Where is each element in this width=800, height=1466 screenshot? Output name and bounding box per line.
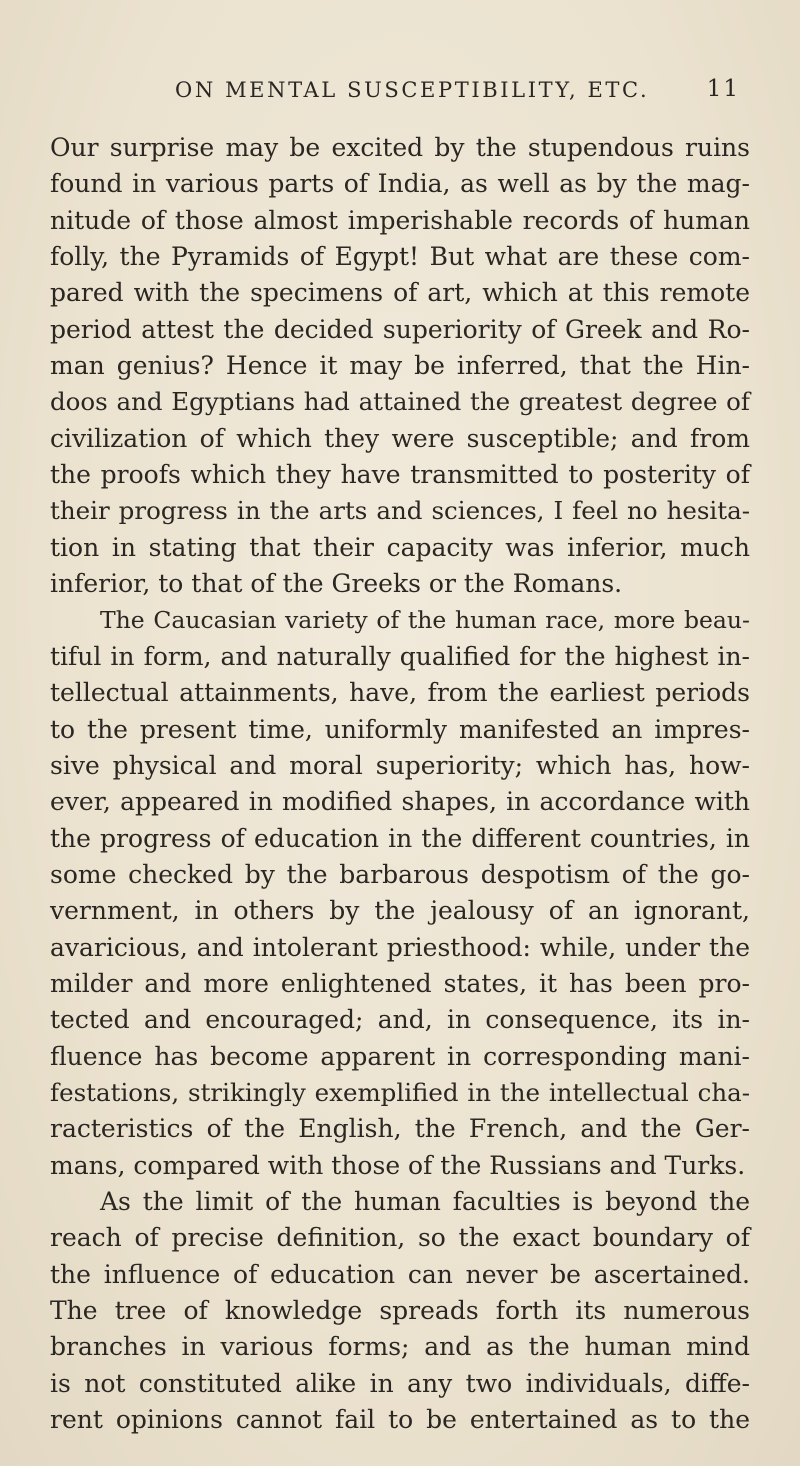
paragraph-1 xyxy=(50,130,750,602)
text-line: milder and more enlightened states, it has been pro- xyxy=(50,968,750,998)
text-line: their progress in the arts and sciences, I feel no hesita- xyxy=(50,496,750,526)
text-line: ever, appeared in modified shapes, in accordance with xyxy=(50,787,750,817)
text-line: tellectual attainments, have, from the earliest periods xyxy=(50,678,750,708)
text-line: inferior, to that of the Greeks or the Romans. xyxy=(50,569,623,599)
text-line: reach of precise definition, so the exact boundary of xyxy=(50,1223,750,1253)
text-line: racteristics of the English, the French, and the Ger- xyxy=(50,1114,750,1144)
text-line: fluence has become apparent in corresponding mani- xyxy=(50,1041,750,1071)
text-line: folly, the Pyramids of Egypt! But what are these com- xyxy=(50,242,750,272)
text-line: to the present time, uniformly manifested an impres- xyxy=(50,714,750,744)
text-line: mans, compared with those of the Russians and Turks. xyxy=(50,1150,746,1180)
text-line: rent opinions cannot fail to be entertained as to the xyxy=(50,1405,750,1435)
text-line: sive physical and moral superiority; which has, how- xyxy=(50,750,750,780)
text-line: man genius? Hence it may be inferred, that the Hin- xyxy=(50,351,750,381)
body-text xyxy=(50,130,750,1438)
text-line: the progress of education in the different countries, in xyxy=(50,823,750,853)
text-line: found in various parts of India, as well as by the mag- xyxy=(50,169,750,199)
text-line: The Caucasian variety of the human race, more beau- xyxy=(100,606,750,635)
text-line: tected and encouraged; and, in consequence, its in- xyxy=(50,1005,750,1035)
text-line: avaricious, and intolerant priesthood: while, under the xyxy=(50,932,750,962)
text-line: festations, strikingly exemplified in the intellectual cha- xyxy=(50,1077,750,1107)
text-line: vernment, in others by the jealousy of an ignorant, xyxy=(50,896,750,926)
text-line: doos and Egyptians had attained the greatest degree of xyxy=(50,387,750,417)
page-header xyxy=(110,74,740,114)
text-line: Our surprise may be excited by the stupendous ruins xyxy=(50,133,750,162)
paragraph-2 xyxy=(50,602,750,1184)
text-line: some checked by the barbarous despotism of the go- xyxy=(50,859,750,889)
running-head: ON MENTAL SUSCEPTIBILITY, ETC. xyxy=(175,78,650,102)
text-line: tiful in form, and naturally qualified for the highest in- xyxy=(50,641,750,671)
text-line: As the limit of the human faculties is beyond the xyxy=(100,1186,750,1216)
text-line: The tree of knowledge spreads forth its numerous xyxy=(50,1296,750,1325)
text-line: the influence of education can never be ascertained. xyxy=(50,1259,750,1289)
text-line: the proofs which they have transmitted to posterity of xyxy=(50,460,750,490)
text-line: tion in stating that their capacity was inferior, much xyxy=(50,532,750,562)
text-line: civilization of which they were susceptible; and from xyxy=(50,423,750,453)
text-line: branches in various forms; and as the human mind xyxy=(50,1332,750,1362)
text-line: pared with the specimens of art, which at this remote xyxy=(50,278,750,308)
text-line: period attest the decided superiority of Greek and Ro- xyxy=(50,314,750,344)
text-line: nitude of those almost imperishable records of human xyxy=(50,205,750,235)
page-number: 11 xyxy=(706,76,740,102)
text-line: is not constituted alike in any two individuals, diffe- xyxy=(50,1368,750,1398)
paragraph-3 xyxy=(50,1184,750,1438)
